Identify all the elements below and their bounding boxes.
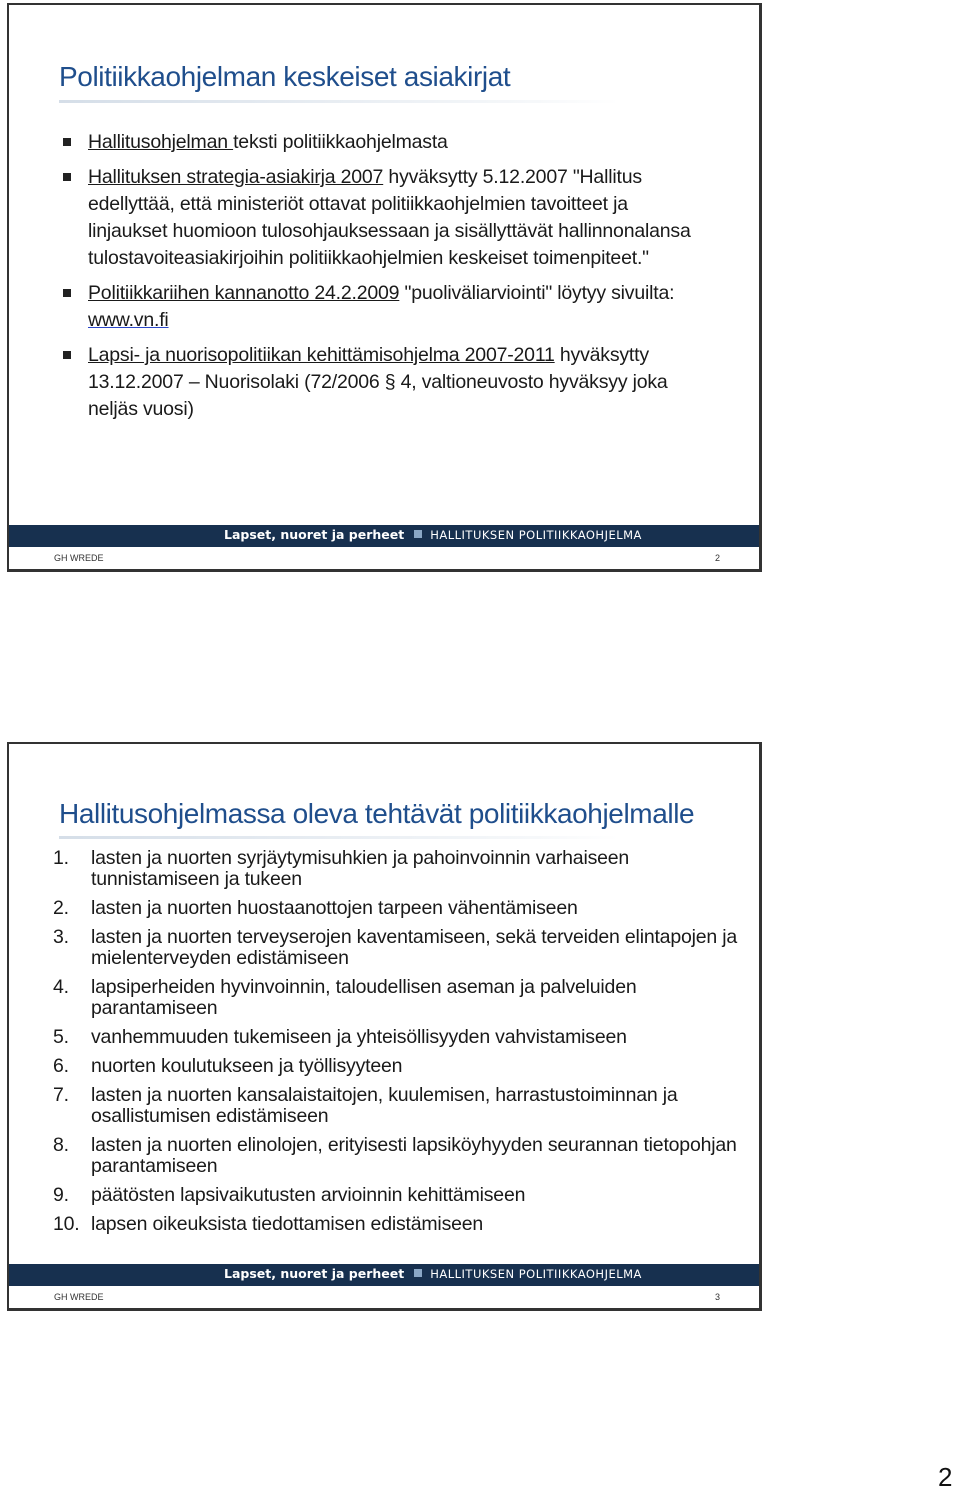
title-divider	[59, 836, 619, 839]
slide-2	[7, 3, 762, 572]
square-bullet-icon	[63, 289, 71, 297]
bullet-text: hyväksytty 5.12.2007 "Hallitus edellyttää, että ministeriöt ottavat politiikkaohjelmien tavoitteet ja linjaukset huomioon tulosohjauksessaan ja sisällyttävät hallinnonalansa tulostavoiteasiakirjoihin politiikkaohjelmien keskeiset toimenpiteet."	[88, 166, 691, 269]
bullet-underlined: Hallitusohjelman	[88, 131, 234, 153]
slide-3	[7, 742, 762, 1311]
item-text: nuorten koulutukseen ja työllisyyteen	[91, 1055, 403, 1077]
footer-brand-caps: HALLITUKSEN POLITIIKKAOHJELMA	[430, 1267, 642, 1281]
slide-title: Politiikkaohjelman keskeiset asiakirjat	[59, 61, 511, 92]
item-text: lasten ja nuorten syrjäytymisuhkien ja pahoinvoinnin varhaiseen tunnistamiseen ja tukeen	[91, 847, 630, 890]
footer-bar	[9, 525, 759, 547]
vn-link[interactable]: www.vn.fi	[88, 309, 169, 331]
bullet-underlined: Politiikkariihen kannanotto 24.2.2009	[88, 282, 400, 304]
section-sign: §	[384, 371, 396, 393]
list-item	[53, 1027, 743, 1048]
list-item	[53, 1056, 743, 1077]
bullet-item	[62, 342, 712, 423]
square-bullet-icon	[63, 351, 71, 359]
bullet-text: teksti politiikkaohjelmasta	[233, 131, 448, 153]
bullet-text: "puoliväliarviointi" löytyy sivuilta:	[399, 282, 675, 304]
footer-brand-caps: HALLITUKSEN POLITIIKKAOHJELMA	[430, 528, 642, 542]
list-item	[53, 1135, 743, 1177]
footer-bar	[9, 1264, 759, 1286]
footer-author: GH WREDE	[54, 1292, 104, 1302]
bullet-item	[62, 129, 712, 156]
footer-brand	[224, 527, 642, 542]
bullet-item	[62, 164, 712, 272]
bullet-list	[62, 129, 712, 431]
square-bullet-icon	[63, 173, 71, 181]
title-divider	[59, 100, 619, 103]
square-icon	[414, 1269, 422, 1277]
item-text: lapsen oikeuksista tiedottamisen edistämiseen	[91, 1213, 484, 1235]
item-number: 9.	[53, 1184, 69, 1206]
item-number: 1.	[53, 847, 69, 869]
item-number: 6.	[53, 1055, 69, 1077]
list-item	[53, 927, 743, 969]
item-number: 5.	[53, 1026, 69, 1048]
footer-brand-bold: Lapset, nuoret ja perheet	[224, 1266, 405, 1281]
slide-number: 2	[715, 553, 721, 563]
item-number: 7.	[53, 1084, 69, 1106]
bullet-text-after: 4, valtioneuvosto hyväksyy joka neljäs vuosi)	[88, 371, 668, 420]
item-text: vanhemmuuden tukemiseen ja yhteisöllisyyden vahvistamiseen	[91, 1026, 627, 1048]
bullet-underlined: Lapsi- ja nuorisopolitiikan kehittämisohjelma 2007-2011	[88, 344, 555, 366]
list-item	[53, 1085, 743, 1127]
item-number: 10.	[53, 1213, 80, 1235]
list-item	[53, 1214, 743, 1235]
item-text: lasten ja nuorten terveyserojen kaventamiseen, sekä terveiden elintapojen ja mielenterveyden edistämiseen	[91, 926, 738, 969]
item-text: lasten ja nuorten elinolojen, erityisesti lapsiköyhyyden seurannan tietopohjan parantamiseen	[91, 1134, 737, 1177]
numbered-list	[53, 848, 743, 1243]
page-number: 2	[938, 1462, 953, 1492]
bullet-text: hyväksytty 13.12.2007 – Nuorisolaki (72/2006	[88, 344, 649, 393]
slide-title: Hallitusohjelmassa oleva tehtävät politiikkaohjelmalle	[59, 798, 695, 829]
list-item	[53, 1185, 743, 1206]
list-item	[53, 977, 743, 1019]
footer-brand	[224, 1266, 642, 1281]
list-item	[53, 898, 743, 919]
item-text: lasten ja nuorten kansalaistaitojen, kuulemisen, harrastustoiminnan ja osallistumisen edistämiseen	[91, 1084, 678, 1127]
slide-number: 3	[715, 1292, 721, 1302]
square-bullet-icon	[63, 138, 71, 146]
item-number: 4.	[53, 976, 69, 998]
item-text: päätösten lapsivaikutusten arvioinnin kehittämiseen	[91, 1184, 526, 1206]
footer-brand-bold: Lapset, nuoret ja perheet	[224, 527, 405, 542]
bullet-underlined: Hallituksen strategia-asiakirja 2007	[88, 166, 384, 188]
item-text: lasten ja nuorten huostaanottojen tarpeen vähentämiseen	[91, 897, 578, 919]
item-number: 8.	[53, 1134, 69, 1156]
list-item	[53, 848, 743, 890]
square-icon	[414, 530, 422, 538]
item-number: 3.	[53, 926, 69, 948]
item-text: lapsiperheiden hyvinvoinnin, taloudellisen aseman ja palveluiden parantamiseen	[91, 976, 637, 1019]
bullet-item	[62, 280, 712, 334]
item-number: 2.	[53, 897, 69, 919]
footer-author: GH WREDE	[54, 553, 104, 563]
